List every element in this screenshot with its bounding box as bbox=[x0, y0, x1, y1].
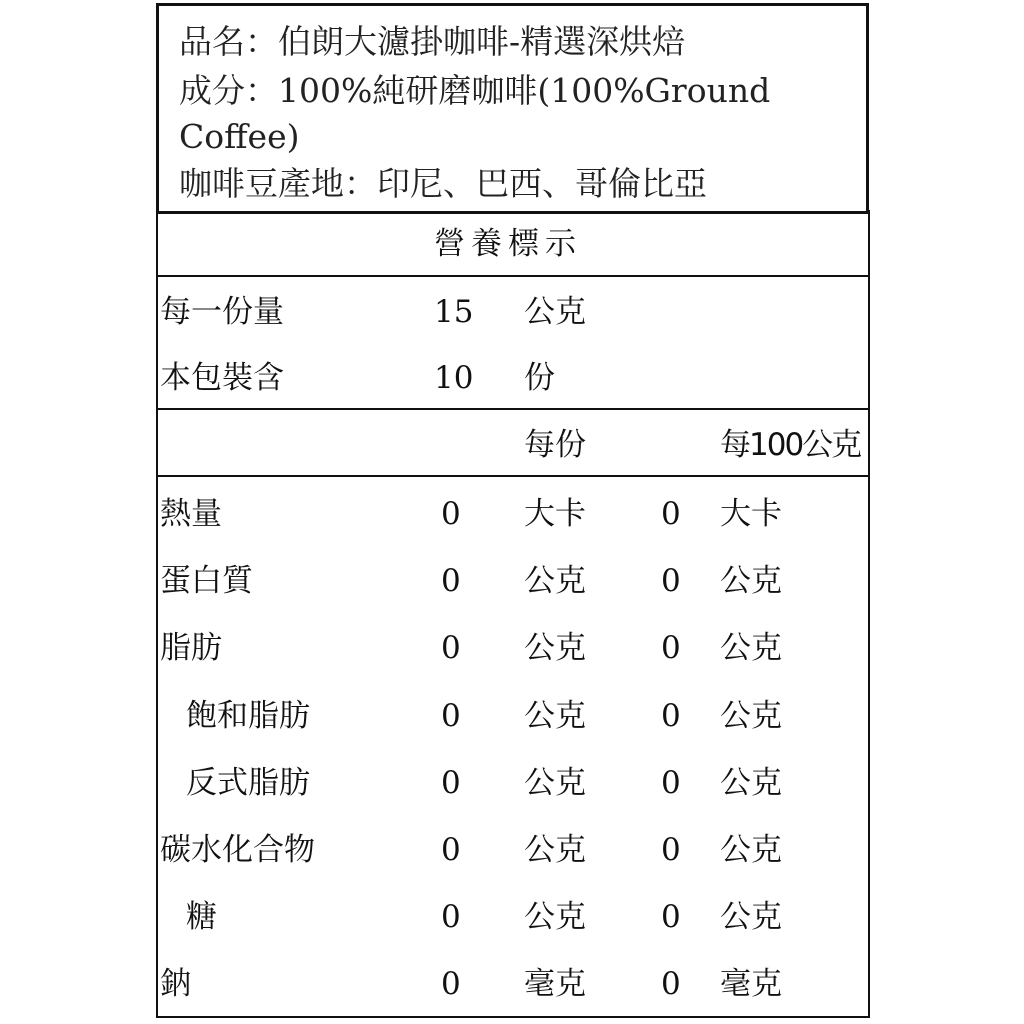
per-serving-unit: 公克 bbox=[524, 630, 586, 666]
per-100g-value: 0 bbox=[661, 966, 681, 1002]
serving-size-label: 每一份量 bbox=[160, 294, 284, 330]
per-serving-value: 0 bbox=[441, 563, 461, 599]
nutrient-label: 飽和脂肪 bbox=[186, 698, 310, 734]
per-100g-value: 0 bbox=[661, 899, 681, 935]
per-serving-unit: 毫克 bbox=[524, 966, 586, 1002]
per-100g-unit: 公克 bbox=[720, 698, 782, 734]
per-serving-unit: 公克 bbox=[524, 765, 586, 801]
per-100g-value: 0 bbox=[661, 496, 681, 532]
per-100g-unit: 公克 bbox=[720, 765, 782, 801]
servings-value: 10 bbox=[434, 360, 474, 396]
per-100g-value: 0 bbox=[661, 698, 681, 734]
nutrition-table bbox=[156, 210, 870, 1018]
per-100g-value: 0 bbox=[661, 765, 681, 801]
per-serving-unit: 公克 bbox=[524, 563, 586, 599]
per-serving-unit: 公克 bbox=[524, 698, 586, 734]
divider bbox=[158, 275, 868, 277]
nutrition-title: 營養標示 bbox=[434, 226, 582, 262]
per-100g-value: 0 bbox=[661, 630, 681, 666]
ingredients-line-continued: Coffee) bbox=[179, 117, 300, 156]
per-serving-unit: 公克 bbox=[524, 899, 586, 935]
per-100g-unit: 大卡 bbox=[720, 496, 782, 532]
nutrient-label: 脂肪 bbox=[160, 630, 222, 666]
nutrient-label: 熱量 bbox=[160, 496, 222, 532]
nutrient-label: 碳水化合物 bbox=[160, 832, 315, 868]
nutrient-label: 反式脂肪 bbox=[186, 765, 310, 801]
per-serving-value: 0 bbox=[441, 630, 461, 666]
per-serving-unit: 公克 bbox=[524, 832, 586, 868]
divider bbox=[158, 475, 868, 477]
per-100g-unit: 公克 bbox=[720, 832, 782, 868]
servings-unit: 份 bbox=[524, 360, 555, 396]
per-serving-header: 每份 bbox=[524, 427, 586, 463]
ingredients-line: 成分：100%純研磨咖啡(100%Ground bbox=[179, 71, 771, 110]
per-100g-unit: 毫克 bbox=[720, 966, 782, 1002]
per-100g-unit: 公克 bbox=[720, 563, 782, 599]
serving-size-value: 15 bbox=[434, 294, 474, 330]
per-serving-value: 0 bbox=[441, 899, 461, 935]
per-100g-header: 每100公克 bbox=[720, 427, 861, 463]
serving-size-unit: 公克 bbox=[524, 294, 586, 330]
per-serving-value: 0 bbox=[441, 698, 461, 734]
per-100g-value: 0 bbox=[661, 563, 681, 599]
per-100g-unit: 公克 bbox=[720, 899, 782, 935]
nutrient-label: 鈉 bbox=[160, 966, 191, 1002]
origin-line: 咖啡豆產地：印尼、巴西、哥倫比亞 bbox=[179, 164, 707, 203]
product-info-box bbox=[156, 3, 869, 214]
per-100g-unit: 公克 bbox=[720, 630, 782, 666]
per-serving-value: 0 bbox=[441, 832, 461, 868]
per-serving-unit: 大卡 bbox=[524, 496, 586, 532]
servings-label: 本包裝含 bbox=[160, 360, 284, 396]
divider bbox=[158, 408, 868, 410]
per-100g-value: 0 bbox=[661, 832, 681, 868]
product-name-line: 品名：伯朗大濾掛咖啡-精選深烘焙 bbox=[179, 22, 686, 61]
per-serving-value: 0 bbox=[441, 765, 461, 801]
nutrient-label: 糖 bbox=[186, 899, 217, 935]
per-serving-value: 0 bbox=[441, 496, 461, 532]
per-serving-value: 0 bbox=[441, 966, 461, 1002]
nutrient-label: 蛋白質 bbox=[160, 563, 253, 599]
